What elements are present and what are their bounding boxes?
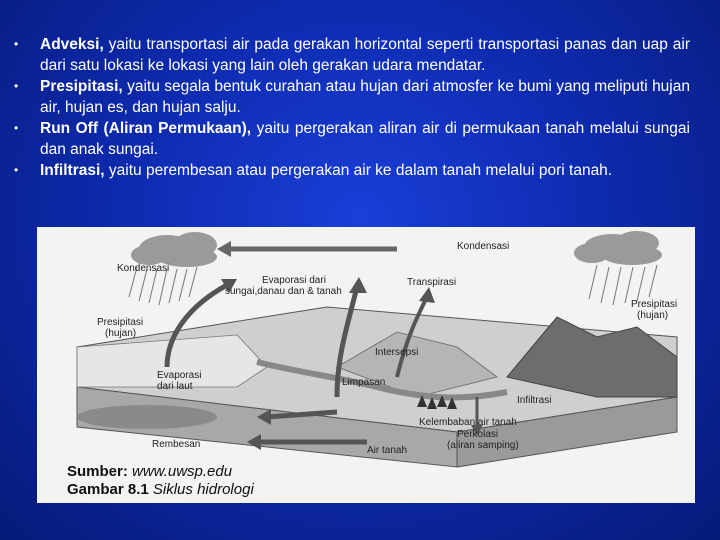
term-run-off: Run Off (Aliran Permukaan), [40,120,252,137]
groundwater-zone [77,405,217,429]
bullet-dot: • [14,121,19,135]
label-presipitasi-left-2: (hujan) [105,328,137,339]
condensation-arrowhead [217,241,231,257]
bullet-dot: • [14,163,19,177]
label-kelembaban: Kelembaban air tanah [419,417,517,428]
bullet-dot: • [14,37,19,51]
figure-source [67,463,232,480]
label-perkolasi-1: Perkolasi [457,429,499,440]
label-evaporasi-darat-2: sungai,danau dan & tanah [225,286,342,297]
cloud-right-icon [574,231,662,265]
term-adveksi: Adveksi, [40,36,104,53]
label-intersepsi: Intersepsi [375,347,419,358]
figure-caption [67,481,254,498]
bullet-infiltrasi [14,160,690,181]
bullet-adveksi [14,34,690,76]
label-air-tanah: Air tanah [367,445,408,456]
label-perkolasi-2: (aliran samping) [447,440,519,451]
bullet-run-off [14,118,690,160]
label-kondensasi-left: Kondensasi [117,263,170,274]
cloud-left-icon [131,232,217,267]
source-label: Sumber: [67,463,128,480]
bullet-presipitasi [14,76,690,118]
desc-presipitasi: yaitu segala bentuk curahan atau hujan dari atmosfer ke bumi yang meliputi hujan air, hujan es, dan hujan salju. [40,78,690,116]
label-infiltrasi: Infiltrasi [517,395,552,406]
label-limpasan: Limpasan [342,377,386,388]
label-transpirasi: Transpirasi [407,277,457,288]
label-evaporasi-laut-2: dari laut [157,381,193,392]
term-infiltrasi: Infiltrasi, [40,162,105,179]
bullet-list [14,34,690,181]
label-presipitasi-left-1: Presipitasi [97,317,144,328]
label-rembesan: Rembesan [152,439,201,450]
bullet-dot: • [14,79,19,93]
caption-label: Gambar 8.1 [67,481,149,498]
term-presipitasi: Presipitasi, [40,78,123,95]
desc-infiltrasi: yaitu perembesan atau pergerakan air ke dalam tanah melalui pori tanah. [104,162,613,179]
label-kondensasi-right: Kondensasi [457,241,510,252]
evaporation-land-arrowhead [349,277,367,293]
source-url: www.uwsp.edu [132,463,233,480]
label-presipitasi-right-2: (hujan) [637,310,669,321]
caption-title: Siklus hidrologi [152,481,254,498]
desc-run-off: yaitu pergerakan aliran air di permukaan tanah melalui sungai dan anak sungai. [40,120,690,158]
desc-adveksi: yaitu transportasi air pada gerakan horizontal seperti transportasi panas dan uap air dari satu lokasi ke lokasi yang lain oleh gerakan udara mendatar. [40,36,690,74]
label-evaporasi-laut-1: Evaporasi [157,370,202,381]
hydrologic-cycle-figure [37,227,695,503]
label-presipitasi-right-1: Presipitasi [631,299,678,310]
label-evaporasi-darat-1: Evaporasi dari [262,275,326,286]
transpiration-arrowhead [419,287,435,303]
